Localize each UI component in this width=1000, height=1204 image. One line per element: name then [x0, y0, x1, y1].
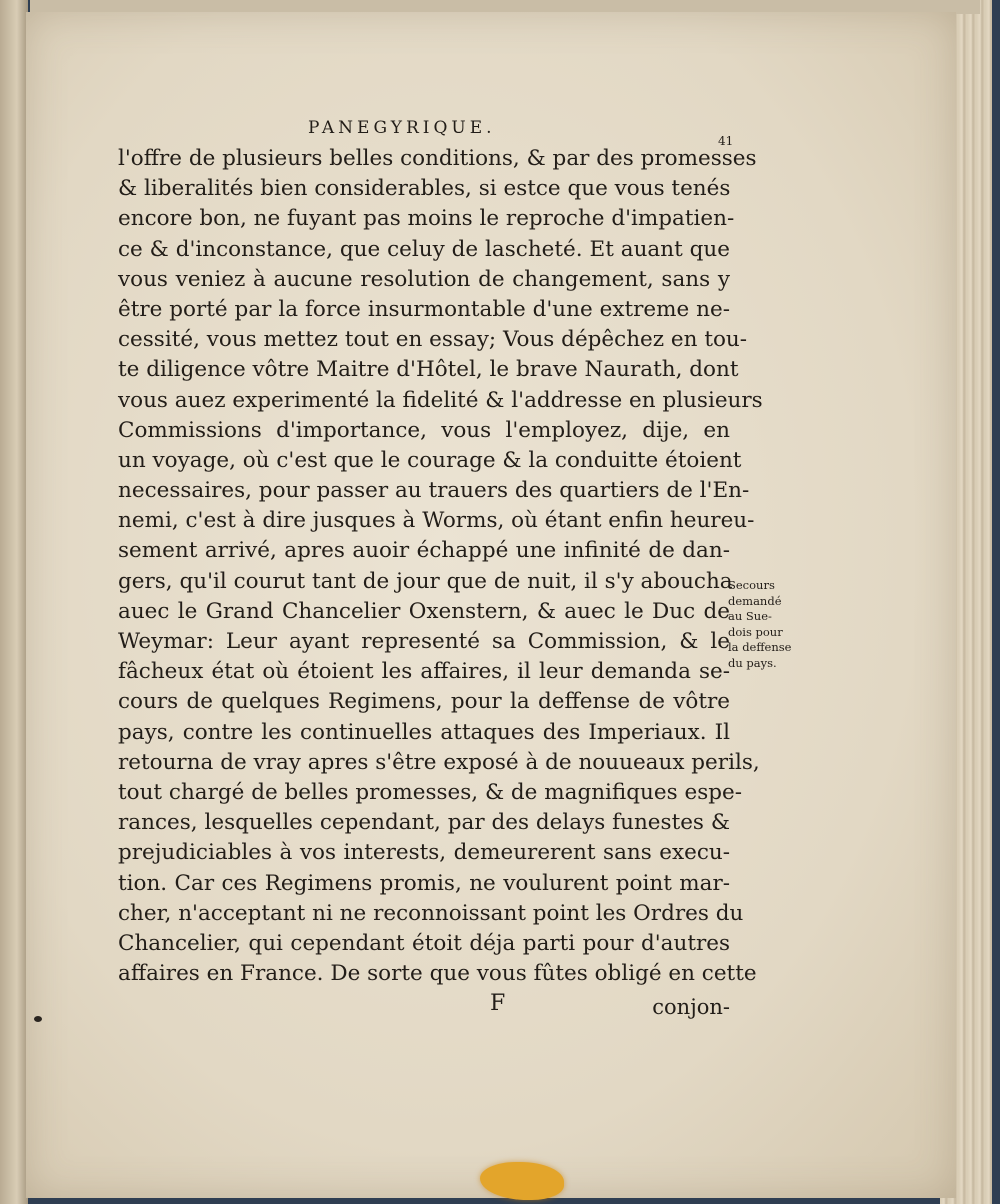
text-line: être porté par la force insurmontable d'une extreme ne-: [118, 296, 730, 322]
text-line: fâcheux état où étoient les affaires, il leur demanda se-: [118, 659, 730, 685]
page-header: [118, 112, 734, 148]
text-line: gers, qu'il courut tant de jour que de nuit, il s'y aboucha: [118, 568, 733, 594]
text-line: vous veniez à aucune resolution de changement, sans y: [118, 266, 730, 292]
text-line: auec le Grand Chancelier Oxenstern, & auec le Duc de: [118, 598, 730, 624]
text-line: necessaires, pour passer au trauers des quartiers de l'En-: [118, 478, 750, 504]
ink-blot: [34, 1016, 42, 1022]
text-line: retourna de vray apres s'être exposé à de nouueaux perils,: [118, 749, 760, 775]
text-line: Weymar: Leur ayant representé sa Commission, & le: [118, 629, 730, 654]
text-line: tion. Car ces Regimens promis, ne voulurent point mar-: [118, 870, 730, 896]
signature-mark: F: [490, 991, 506, 1017]
text-line: affaires en France. De sorte que vous fûtes obligé en cette: [118, 961, 757, 987]
text-line: vous auez experimenté la fidelité & l'addresse en plusieurs: [118, 387, 763, 413]
marginal-note-line: Secours: [728, 578, 775, 592]
text-line: encore bon, ne fuyant pas moins le reproche d'impatien-: [118, 206, 735, 232]
text-line: nemi, c'est à dire jusques à Worms, où étant enfin heureu-: [118, 508, 755, 534]
text-line: te diligence vôtre Maitre d'Hôtel, le brave Naurath, dont: [118, 357, 739, 383]
facing-page-edge: [0, 0, 28, 1204]
page-footer: [118, 989, 730, 1019]
running-head: PANEGYRIQUE.: [308, 118, 496, 138]
text-line: ce & d'inconstance, que celuy de lascheté. Et auant que: [118, 236, 730, 262]
marginal-note-line: demandé: [728, 593, 782, 608]
marginal-note-line: dois pour: [728, 624, 783, 639]
text-line: cessité, vous mettez tout en essay; Vous dépêchez en tou-: [118, 327, 748, 353]
text-line: Chancelier, qui cependant étoit déja parti pour d'autres: [118, 930, 730, 956]
text-line: prejudiciables à vos interests, demeurerent sans execu-: [118, 840, 730, 866]
marginal-note-line: la deffense: [728, 640, 792, 654]
text-line: rances, lesquelles cependant, par des delays funestes &: [118, 810, 730, 836]
catchword: conjon-: [652, 995, 730, 1020]
text-line: un voyage, où c'est que le courage & la conduitte étoient: [118, 447, 742, 473]
text-line: cher, n'acceptant ni ne reconnoissant point les Ordres du: [118, 900, 744, 926]
text-line: cours de quelques Regimens, pour la deffense de vôtre: [118, 689, 730, 715]
page-number: 41: [718, 134, 734, 148]
text-line: & liberalités bien considerables, si estce que vous tenés: [118, 176, 731, 202]
text-line: pays, contre les continuelles attaques des Imperiaux. Il: [118, 719, 730, 745]
text-line: Commissions d'importance, vous l'employez, dije, en: [118, 417, 730, 443]
marginal-note: [728, 578, 796, 671]
marginal-note-line: du pays.: [728, 655, 777, 670]
text-line: sement arrivé, apres auoir échappé une infinité de dan-: [118, 538, 730, 564]
text-line: l'offre de plusieurs belles conditions, & par des promesses: [118, 146, 757, 171]
marginal-note-line: au Sue-: [728, 609, 772, 623]
text-line: tout chargé de belles promesses, & de magnifiques espe-: [118, 779, 742, 805]
